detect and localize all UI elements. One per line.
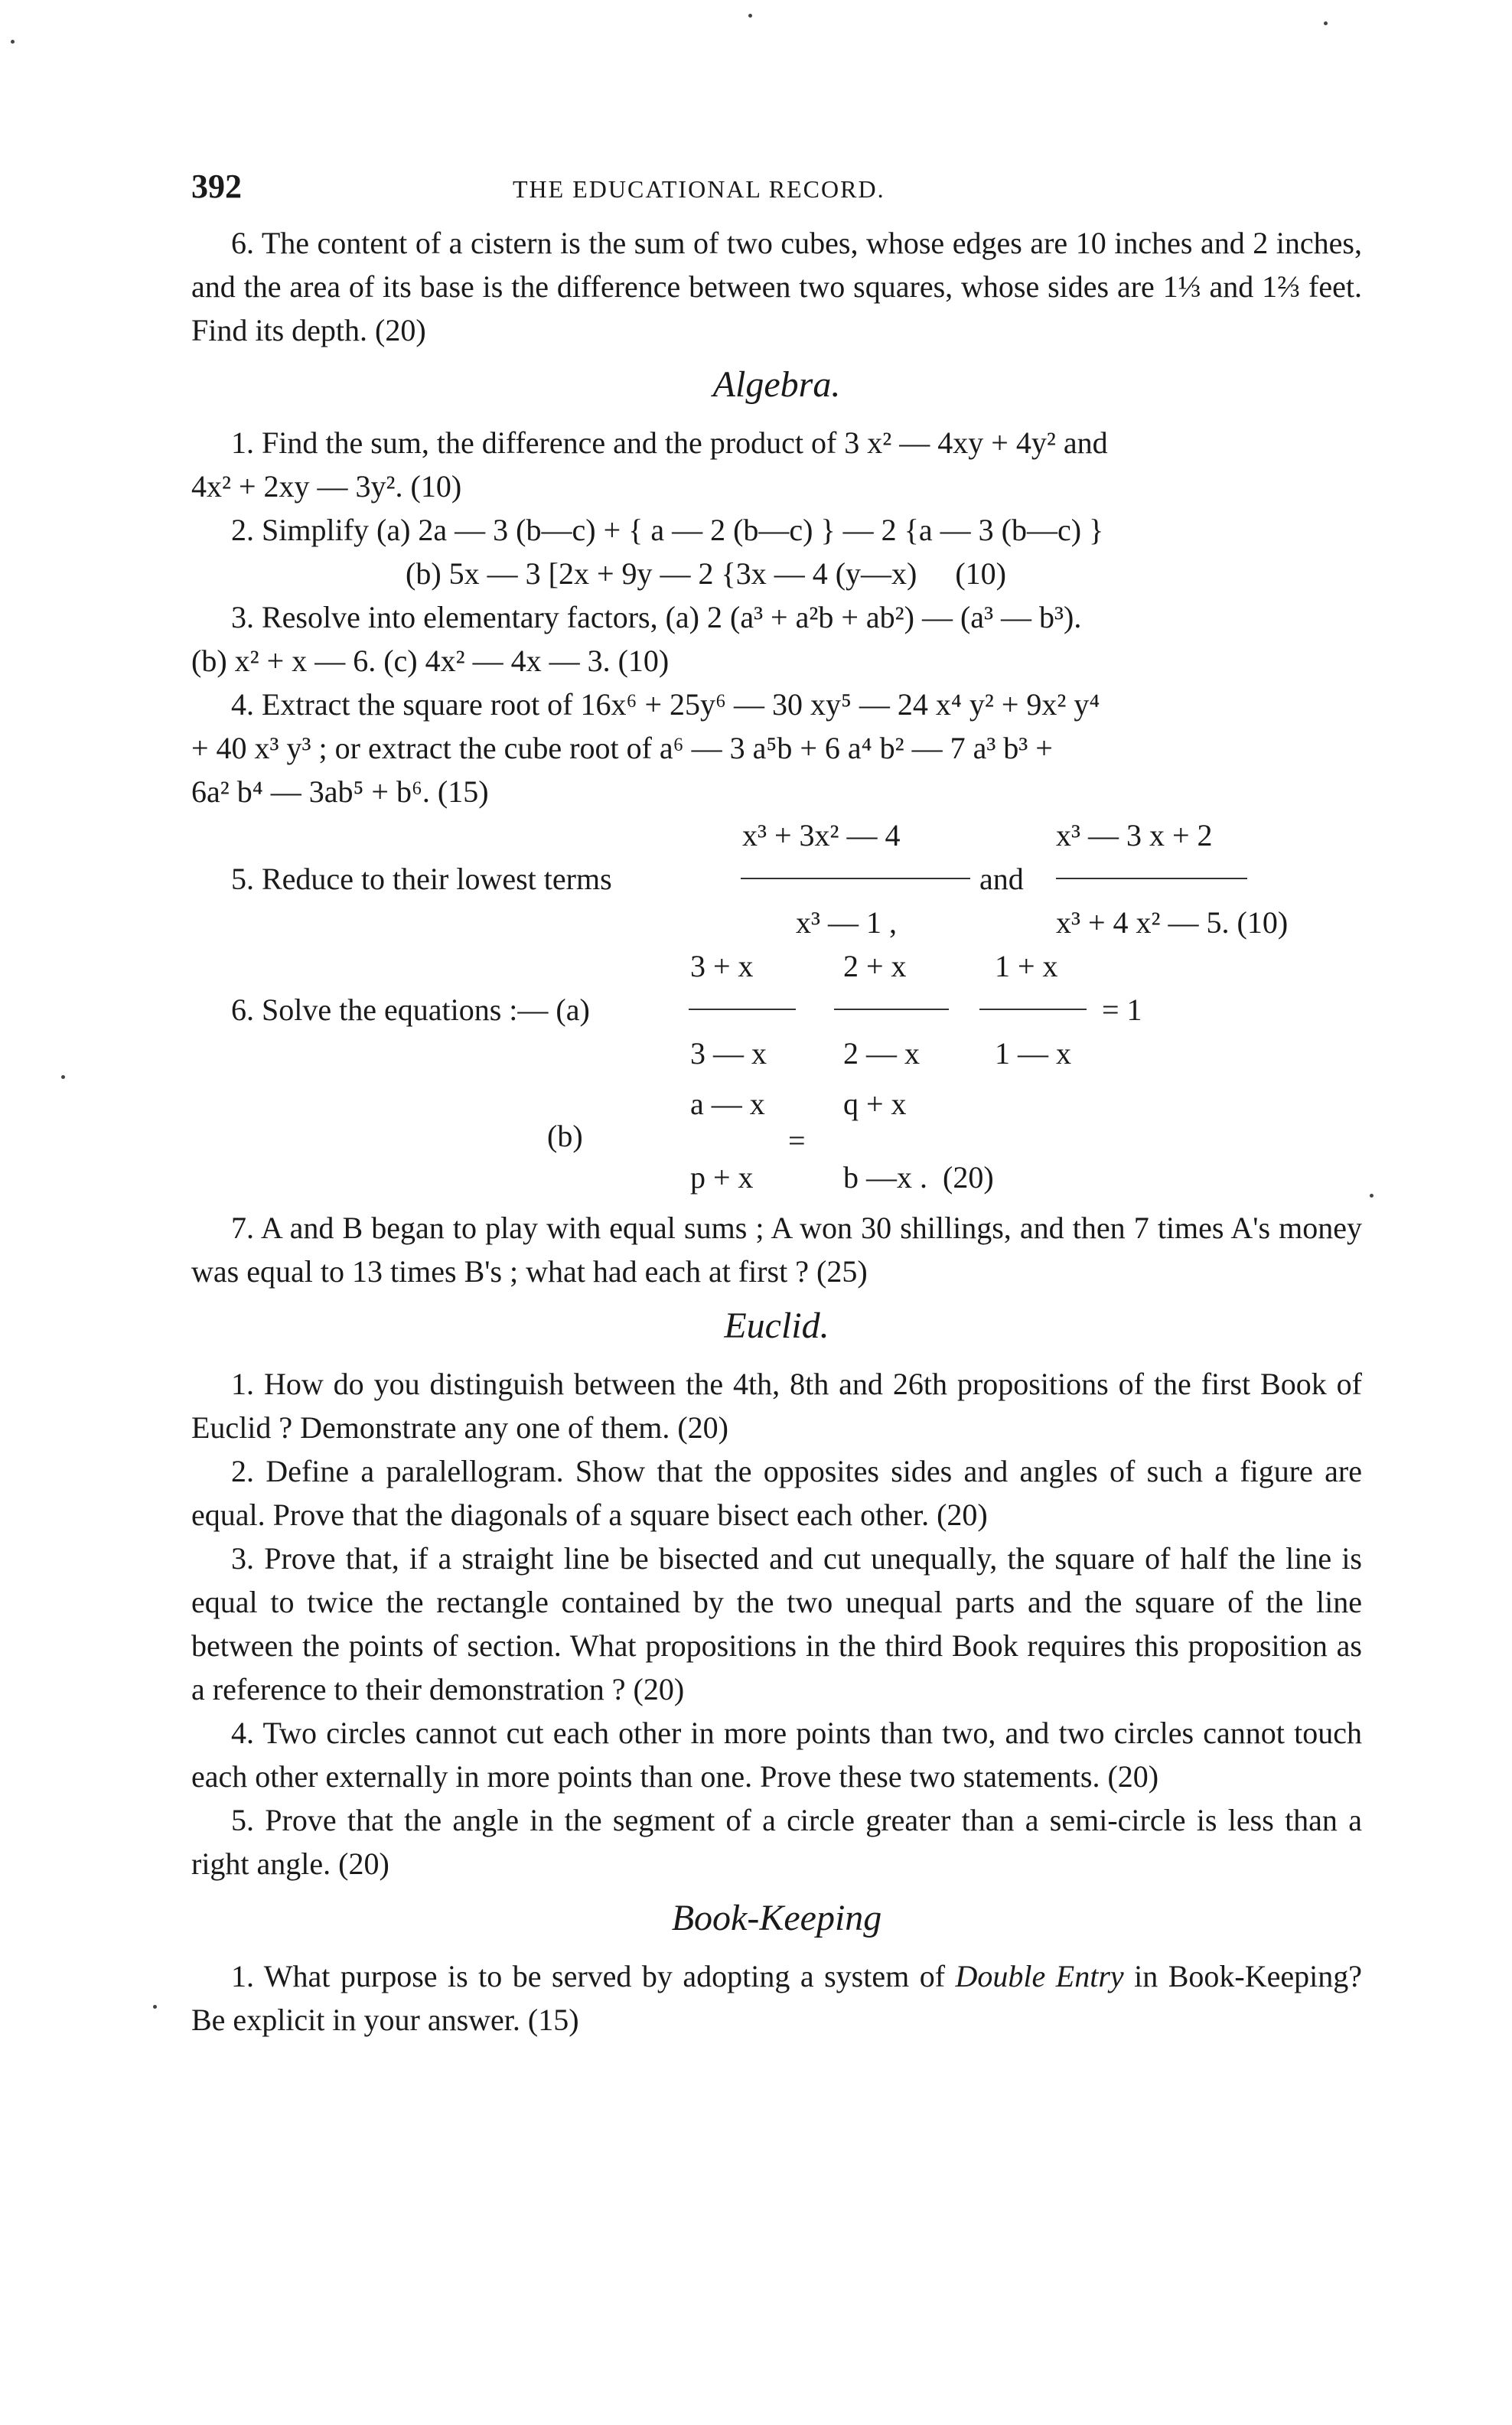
- q5-denominator-2: x³ + 4 x² — 5. (10): [1056, 905, 1289, 940]
- bookkeeping-heading: Book-Keeping: [671, 1898, 882, 1938]
- algebra-question-1: [191, 421, 1362, 508]
- algebra-q1-line1: 1. Find the sum, the difference and the product of 3 x² — 4xy + 4y² and: [231, 425, 1108, 460]
- scan-speck: [1324, 21, 1328, 25]
- q6a-denominator-3: 1 — x: [995, 1036, 1071, 1071]
- algebra-question-5: [191, 813, 1362, 944]
- scan-speck: [153, 2005, 157, 2009]
- euclid-question-2: 2. Define a paralellogram. Show that the opposites sides and angles of such a figure are equal. Prove that the diagonals of a square bisect each other. (20): [191, 1454, 1362, 1532]
- q5-fraction-bar-1: [741, 878, 970, 879]
- algebra-question-4: [191, 683, 1362, 813]
- q6a-fraction-bar-2: [834, 1009, 949, 1010]
- bookkeeping-q1-italic: Double Entry: [955, 1959, 1124, 1993]
- q6a-fraction-bar-3: [979, 1009, 1087, 1010]
- algebra-q2-line2: (b) 5x — 3 [2x + 9y — 2 {3x — 4 (y—x) (10): [406, 556, 1006, 591]
- q5-and: and: [979, 862, 1024, 896]
- q6a-denominator-1: 3 — x: [690, 1036, 767, 1071]
- q6b-denominator-2: b —x . (20): [843, 1160, 994, 1195]
- algebra-q2-line1: 2. Simplify (a) 2a — 3 (b—c) + { a — 2 (b—c) } — 2 {a — 3 (b—c) }: [231, 513, 1104, 547]
- page-header: [191, 165, 1362, 210]
- algebra-q1-line2: 4x² + 2xy — 3y². (10): [191, 469, 462, 504]
- q5-numerator-1: x³ + 3x² — 4: [742, 818, 901, 852]
- q6b-denominator-1: p + x: [690, 1160, 754, 1195]
- euclid-question-5: 5. Prove that the angle in the segment of a circle greater than a semi-circle is less than a right angle. (20): [191, 1803, 1362, 1881]
- bookkeeping-question-1: [191, 1954, 1362, 2042]
- scan-speck: [61, 1075, 65, 1079]
- algebra-q3-line2: (b) x² + x — 6. (c) 4x² — 4x — 3. (10): [191, 644, 670, 678]
- euclid-question-3: 3. Prove that, if a straight line be bisected and cut unequally, the square of half the line is equal to twice the rectangle contained by the two unequal parts and the square of the line between the points of section. What propositions in the third Book requires this proposition as a reference to their demonstration ? (20): [191, 1541, 1362, 1706]
- scan-speck: [11, 40, 15, 44]
- q5-denominator-1: x³ — 1 ,: [796, 905, 897, 940]
- q6b-label: (b): [547, 1119, 583, 1153]
- algebra-question-6: [191, 944, 1362, 1206]
- algebra-q4-line2: + 40 x³ y³ ; or extract the cube root of a⁶ — 3 a⁵b + 6 a⁴ b² — 7 a³ b³ +: [191, 731, 1053, 765]
- algebra-q3-line1: 3. Resolve into elementary factors, (a) 2 (a³ + a²b + ab²) — (a³ — b³).: [231, 600, 1082, 634]
- mensuration-question-6: 6. The content of a cistern is the sum of two cubes, whose edges are 10 inches and 2 inches, and the area of its base is the difference between two squares, whose sides are 1⅓ and 1⅔ feet. Find its depth. (20): [191, 226, 1362, 347]
- document-page: [191, 165, 1362, 2042]
- q5-fraction-bar-2: [1056, 878, 1247, 879]
- algebra-question-2: [191, 508, 1362, 595]
- page-number: 392: [191, 168, 242, 205]
- bookkeeping-q1-prefix: 1. What purpose is to be served by adopting a system of: [231, 1959, 956, 1993]
- q5-label: 5. Reduce to their lowest terms: [231, 862, 612, 896]
- algebra-heading: Algebra.: [712, 364, 841, 405]
- q6a-numerator-1: 3 + x: [690, 949, 754, 983]
- q6b-numerator-1: a — x: [690, 1087, 765, 1121]
- q6-label: 6. Solve the equations :— (a): [231, 992, 590, 1027]
- euclid-question-1: 1. How do you distinguish between the 4th, 8th and 26th propositions of the first Book of Euclid ? Demonstrate any one of them. (20): [191, 1367, 1362, 1445]
- algebra-question-7: 7. A and B began to play with equal sums ; A won 30 shillings, and then 7 times A's money was equal to 13 times B's ; what had each at first ? (25): [191, 1211, 1362, 1289]
- algebra-question-3: [191, 595, 1362, 683]
- scan-speck: [1370, 1194, 1374, 1198]
- q6a-fraction-bar-1: [689, 1009, 796, 1010]
- algebra-q4-line1: 4. Extract the square root of 16x⁶ + 25y⁶ — 30 xy⁵ — 24 x⁴ y² + 9x² y⁴: [231, 687, 1100, 722]
- q5-numerator-2: x³ — 3 x + 2: [1056, 818, 1213, 852]
- euclid-question-4: 4. Two circles cannot cut each other in more points than two, and two circles cannot touch each other externally in more points than one. Prove these two statements. (20): [191, 1716, 1362, 1794]
- euclid-heading: Euclid.: [724, 1305, 829, 1346]
- q6b-equals: =: [788, 1123, 806, 1158]
- scan-speck: [748, 14, 752, 18]
- q6a-equals: = 1: [1102, 992, 1142, 1027]
- algebra-q4-line3: 6a² b⁴ — 3ab⁵ + b⁶. (15): [191, 774, 489, 809]
- q6a-numerator-3: 1 + x: [995, 949, 1058, 983]
- q6b-numerator-2: q + x: [843, 1087, 907, 1121]
- bookkeeping-q1-suffix: in Book-Keeping? Be explicit in your answer. (15): [191, 1959, 1363, 2037]
- running-head: THE EDUCATIONAL RECORD.: [513, 175, 885, 203]
- q6a-numerator-2: 2 + x: [843, 949, 907, 983]
- q6a-denominator-2: 2 — x: [843, 1036, 920, 1071]
